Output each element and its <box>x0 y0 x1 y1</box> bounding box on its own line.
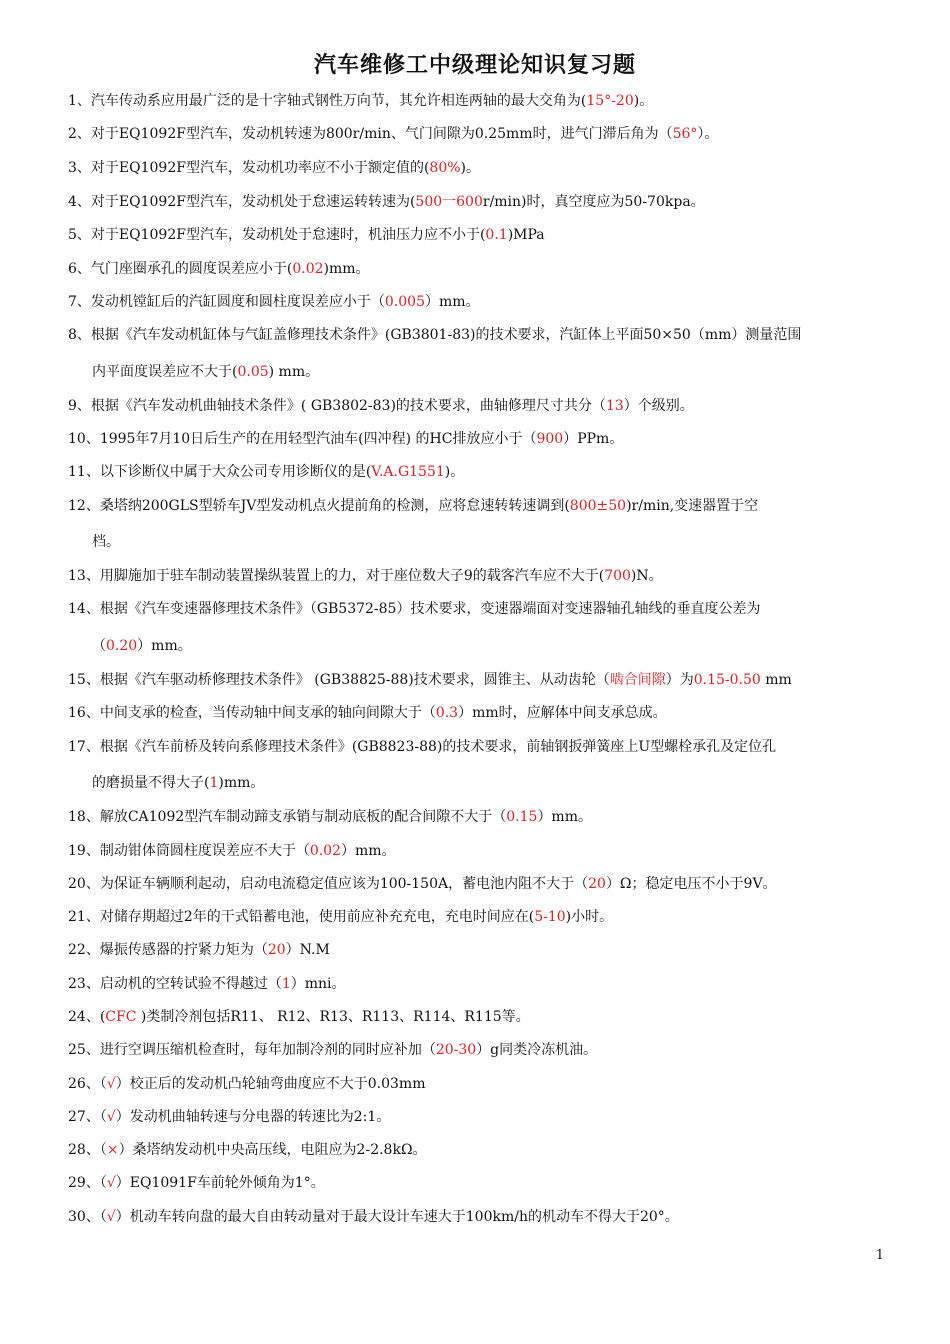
question-text: 17、根据《汽车前桥及转向系修理技术条件》(GB8823-88)的技术要求，前轴钢扳弹簧座上U型螺栓承孔及定位孔 <box>68 739 777 755</box>
answer: CFC <box>105 1009 141 1025</box>
question-11 <box>68 462 888 482</box>
answer: 800±50 <box>569 498 627 514</box>
answer: 0.02 <box>292 261 324 277</box>
question-12-continued <box>92 532 912 552</box>
question-8 <box>68 325 888 345</box>
answer: 0.15-0.50 <box>693 672 761 688</box>
question-text: 4、对于EQ1092F型汽车，发动机处于怠速运转转速为( <box>68 194 416 210</box>
question-text: ）桑塔纳发动机中央高压线，电阻应为2-2.8kΩ。 <box>118 1142 427 1158</box>
question-text: 25、进行空调压缩机检查时，每年加制冷剂的同时应补加（ <box>68 1042 436 1058</box>
question-text: 29、（ <box>68 1175 107 1191</box>
answer: 0.3 <box>435 705 459 721</box>
answer: 5-10 <box>534 909 566 925</box>
question-text: )MPa <box>507 227 545 243</box>
page-title: 汽车维修工中级理论知识复习题 <box>313 53 636 78</box>
page-number: 1 <box>875 1248 884 1263</box>
question-text: 3、对于EQ1092F型汽车，发动机功率应不小于额定值的( <box>68 160 430 176</box>
question-text: mm <box>760 672 792 688</box>
answer: 20-30 <box>435 1042 477 1058</box>
question-text: 20、为保证车辆顺利起动，启动电流稳定值应该为100-150A，蓄电池内阻不大于（ <box>68 876 589 892</box>
question-29 <box>68 1173 888 1193</box>
question-text: )mm。 <box>323 261 370 277</box>
question-16 <box>68 703 888 723</box>
question-text: 7、发动机镗缸后的汽缸圆度和圆柱度误差应小于（ <box>68 294 385 310</box>
question-text: ）EQ1091F车前轮外倾角为1°。 <box>115 1175 325 1191</box>
question-text: 13、用脚施加于驻车制动装置操纵装置上的力，对于座位数大子9的载客汽车应不大于( <box>68 568 605 584</box>
question-12 <box>68 496 888 516</box>
question-19 <box>68 841 888 861</box>
answer: √ <box>106 1175 116 1191</box>
question-text: )类制冷剂包括R11、 R12、R13、R113、R114、R115等。 <box>140 1009 530 1025</box>
question-9 <box>68 396 888 416</box>
question-28 <box>68 1140 888 1160</box>
answer: √ <box>106 1109 116 1125</box>
question-text: 27、（ <box>68 1109 107 1125</box>
answer: 0.005 <box>384 294 425 310</box>
question-text: )N。 <box>630 568 663 584</box>
question-text: 24、( <box>68 1009 106 1025</box>
question-text: ）g同类冷冻机油。 <box>476 1042 598 1058</box>
question-text: )小时。 <box>565 909 614 925</box>
question-1 <box>68 91 888 111</box>
question-10 <box>68 429 888 449</box>
answer: 700 <box>604 568 631 584</box>
answer: 1 <box>209 775 219 791</box>
question-17-continued <box>92 773 912 793</box>
question-text: 18、解放CA1092型汽车制动蹄支承销与制动底板的配合间隙不大于（ <box>68 809 507 825</box>
answer: 0.15 <box>506 809 538 825</box>
question-text: ）mm。 <box>537 809 592 825</box>
answer: √ <box>106 1209 116 1225</box>
question-text: 6、气门座圈承孔的圆度误差应小于( <box>68 261 293 277</box>
answer: 56° <box>672 126 698 142</box>
question-8-continued <box>92 362 912 382</box>
question-text: 1、汽车传动系应用最广泛的是十字轴式钢性万向节，其允许相连两轴的最大交角为( <box>68 93 587 109</box>
question-14-continued <box>92 636 912 656</box>
answer: 13 <box>605 398 624 414</box>
question-text: ）N.M <box>285 942 330 958</box>
question-15 <box>68 670 888 690</box>
question-text: 14、根据《汽车变速器修理技术条件》（GB5372-85）技术要求，变速器端面对变速器轴孔轴线的垂直度公差为 <box>68 601 761 617</box>
question-6 <box>68 259 888 279</box>
question-text: 19、制动钳体筒圆柱度误差应不大于（ <box>68 843 310 859</box>
question-23 <box>68 974 888 994</box>
question-text: ) mm。 <box>268 364 320 380</box>
question-20 <box>68 874 888 894</box>
question-text: ）发动机曲轴转速与分电器的转速比为2:1。 <box>115 1109 391 1125</box>
question-text: 档。 <box>92 534 120 550</box>
question-text: 26、（ <box>68 1076 107 1092</box>
answer: 80% <box>429 160 461 176</box>
answer: 900 <box>536 431 564 447</box>
answer: 0.1 <box>485 227 508 243</box>
question-7 <box>68 292 888 312</box>
answer: 0.20 <box>106 638 138 654</box>
question-text: ）mni。 <box>290 976 346 992</box>
question-text: 28、（ <box>68 1142 107 1158</box>
answer: 20 <box>267 942 286 958</box>
question-text: ）mm。 <box>341 843 396 859</box>
question-text: 21、对储存期超过2年的干式铅蓄电池，使用前应补充充电，充电时间应在( <box>68 909 535 925</box>
question-text: 10、1995年7月10日后生产的在用轻型汽油车(四冲程) 的HC排放应小于（ <box>68 431 537 447</box>
question-text: 的磨损量不得大子( <box>92 775 210 791</box>
question-22 <box>68 940 888 960</box>
answer: √ <box>106 1076 116 1092</box>
question-13 <box>68 566 888 586</box>
question-text: 23、启动机的空转试验不得越过（ <box>68 976 282 992</box>
answer: 啮合间隙 <box>609 672 666 688</box>
answer: 0.05 <box>237 364 269 380</box>
question-26 <box>68 1074 888 1094</box>
question-text: ）校正后的发动机凸轮轴弯曲度应不大于0.03mm <box>115 1076 426 1092</box>
question-text: ）mm时，应解体中间支承总成。 <box>458 705 667 721</box>
question-text: 15、根据《汽车驱动桥修理技术条件》 (GB38825-88)技术要求，圆锥主、从动齿轮（ <box>68 672 610 688</box>
question-text: ）PPm。 <box>563 431 624 447</box>
answer: 15°-20 <box>586 93 634 109</box>
question-text: ）为 <box>665 672 694 688</box>
question-4 <box>68 192 888 212</box>
question-text: ）Ω；稳定电压不小于9V。 <box>605 876 777 892</box>
question-text: 22、爆振传感器的拧紧力矩为（ <box>68 942 268 958</box>
answer: 500一600 <box>415 194 483 210</box>
question-2 <box>68 124 888 144</box>
answer: 1 <box>281 976 291 992</box>
question-21 <box>68 907 888 927</box>
answer: 0.02 <box>309 843 341 859</box>
question-27 <box>68 1107 888 1127</box>
question-text: 11、以下诊断仪中属于大众公司专用诊断仪的是( <box>68 464 372 480</box>
question-text: 30、（ <box>68 1209 107 1225</box>
question-30 <box>68 1207 888 1227</box>
question-text: )r/min,变速器置于空 <box>626 498 759 514</box>
question-24 <box>68 1007 888 1027</box>
question-14 <box>68 599 888 619</box>
question-text: 9、根据《汽车发动机曲轴技术条件》( GB3802-83)的技术要求，曲轴修理尺寸共分（ <box>68 398 606 414</box>
question-3 <box>68 158 888 178</box>
question-text: （ <box>92 638 106 654</box>
question-text: 内平面度误差应不大于( <box>92 364 238 380</box>
answer: V.A.G1551 <box>371 464 445 480</box>
question-text: ）个级别。 <box>623 398 694 414</box>
question-text: 16、中间支承的检查，当传动轴中间支承的轴向间隙大于（ <box>68 705 436 721</box>
question-text: ）mm。 <box>137 638 192 654</box>
question-text: )mm。 <box>218 775 265 791</box>
question-text: 12、桑塔纳200GLS型轿车JV型发动机点火提前角的检测，应将怠速转转速调到( <box>68 498 570 514</box>
question-text: r/min)时，真空度应为50-70kpa。 <box>482 194 705 210</box>
answer: × <box>106 1142 119 1158</box>
question-18 <box>68 807 888 827</box>
question-text: 8、根据《汽车发动机缸体与气缸盖修理技术条件》(GB3801-83)的技术要求，汽缸体上平面50×50（mm）测量范围 <box>68 327 802 343</box>
question-text: 2、对于EQ1092F型汽车，发动机转速为800r/min、气门间隙为0.25mm时，进气门滞后角为（ <box>68 126 673 142</box>
question-17 <box>68 737 888 757</box>
question-text: ）机动车转向盘的最大自由转动量对于最大设计车速大于100km/h的机动车不得大于20°。 <box>115 1209 679 1225</box>
question-text: ）mm。 <box>425 294 480 310</box>
question-5 <box>68 225 888 245</box>
question-text: ）。 <box>697 126 719 142</box>
question-text: )。 <box>633 93 654 109</box>
question-text: )。 <box>444 464 465 480</box>
question-text: 5、对于EQ1092F型汽车，发动机处于怠速时，机油压力应不小于( <box>68 227 486 243</box>
answer: 20 <box>588 876 606 892</box>
question-25 <box>68 1040 888 1060</box>
question-text: )。 <box>460 160 481 176</box>
